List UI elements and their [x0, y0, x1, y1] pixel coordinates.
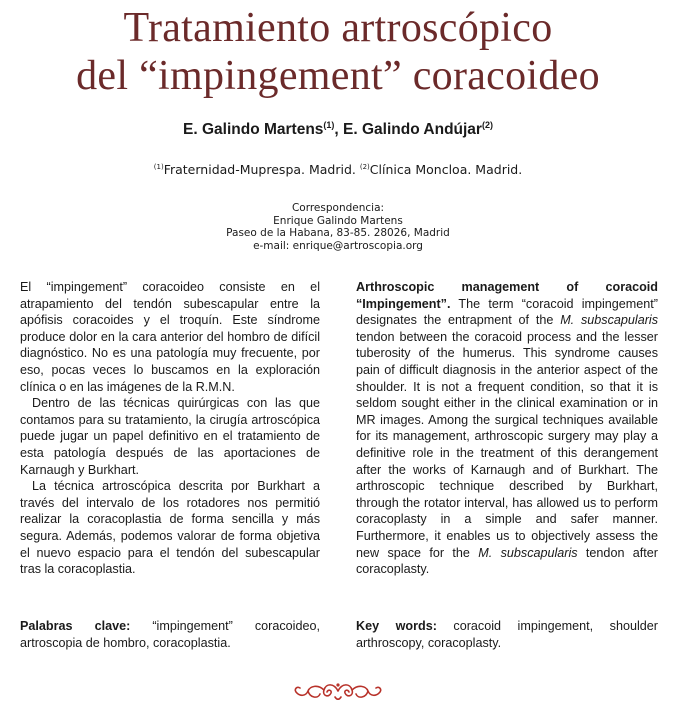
author-2-affiliation-mark: (2) [481, 119, 493, 130]
title-line-2: del “impingement” coracoideo [76, 53, 600, 99]
keywords-en-text: coracoid impingement, shoulder arthroscopy, coracoplasty. [356, 619, 658, 650]
abstract-en-term-1: M. subscapularis [560, 313, 658, 328]
abstract-english [356, 279, 658, 578]
correspondence-address: Paseo de la Habana, 83-85. 28026, Madrid [226, 227, 450, 240]
author-1-affiliation-mark: (1) [323, 119, 335, 130]
correspondence-label: Correspondencia: [291, 202, 385, 214]
abstract-spanish [20, 279, 320, 578]
affiliation-2-mark: (2) [359, 162, 370, 171]
abstract-en-paragraph [356, 279, 658, 578]
correspondence-name: Enrique Galindo Martens [273, 214, 403, 227]
affiliations [0, 162, 676, 178]
decorative-scroll-divider-icon [288, 680, 388, 702]
affiliation-2-text: Clínica Moncloa. Madrid. [369, 162, 523, 177]
affiliation-1-text: Fraternidad-Muprespa. Madrid. [163, 162, 360, 177]
abstract-es-paragraph-2: Dentro de las técnicas quirúrgicas con las que contamos para su tratamiento, la cirugía artroscópica puede jugar un papel definitivo en el tratamiento de esta patología después de las aportaciones de Karnaugh y Burkhart. [20, 396, 320, 477]
title-line-1: Tratamiento artroscópico [123, 5, 553, 51]
abstract-es-paragraph-1: El “impingement” coracoideo consiste en el atrapamiento del tendón subescapular entre la apófisis coracoides y el troquín. Este síndrome produce dolor en la cara anterior del hombro de difícil diagnóstico. No es una patología muy frecuente, por eso, pocas veces lo buscamos en la exploración clínica o en las imágenes de la R.M.N. [20, 280, 320, 394]
author-separator: , [334, 121, 344, 138]
article-title [0, 4, 676, 100]
keywords-es-label: Palabras clave: [20, 619, 131, 633]
abstract-en-text-3: tendon after coracoplasty. [356, 545, 658, 577]
abstract-en-term-2: M. subscapularis [478, 545, 578, 560]
abstract-en-lead: Arthroscopic management of coracoid “Impingement”. [356, 280, 658, 311]
keywords-english [356, 618, 658, 651]
author-list [0, 120, 676, 140]
correspondence-email: e-mail: enrique@artroscopia.org [253, 239, 423, 252]
author-1-name: E. Galindo Martens [183, 121, 324, 138]
abstract-en-text-2: tendon between the coracoid process and the lesser tuberosity of the humerus. This syndrome causes pain of difficult diagnosis in the anterior aspect of the shoulder. It is not a frequent condition, so that it is seldom sought either in the clinical examination or in MR images. Among the surgical techniques available for its management, arthroscopic surgery may play a definitive role in the treatment of this derangement after the works of Karnaugh and of Burkhart. The arthroscopic technique described by Burkhart, through the rotator interval, has allowed us to perform coracoplasty in a simple and safer manner. Furthermore, it enables us to objectively assess the new space for the [356, 329, 658, 560]
correspondence-block [0, 202, 676, 252]
keywords-es-text: “impingement” coracoideo, artroscopia de hombro, coracoplastia. [20, 619, 320, 650]
abstract-es-paragraph-3: La técnica artroscópica descrita por Burkhart a través del intervalo de los rotadores nos permitió realizar la coracoplastia de forma sencilla y más segura. Además, podemos valorar de forma objetiva el nuevo espacio para el tendón del subescapular tras la coracoplastia. [20, 479, 320, 577]
abstract-en-text-1: The term “coracoid impingement” designates the entrapment of the [356, 296, 658, 328]
author-2-name: E. Galindo Andújar [343, 121, 482, 138]
keywords-en-label: Key words: [356, 619, 437, 633]
affiliation-1-mark: (1) [153, 162, 164, 171]
keywords-spanish [20, 618, 320, 651]
